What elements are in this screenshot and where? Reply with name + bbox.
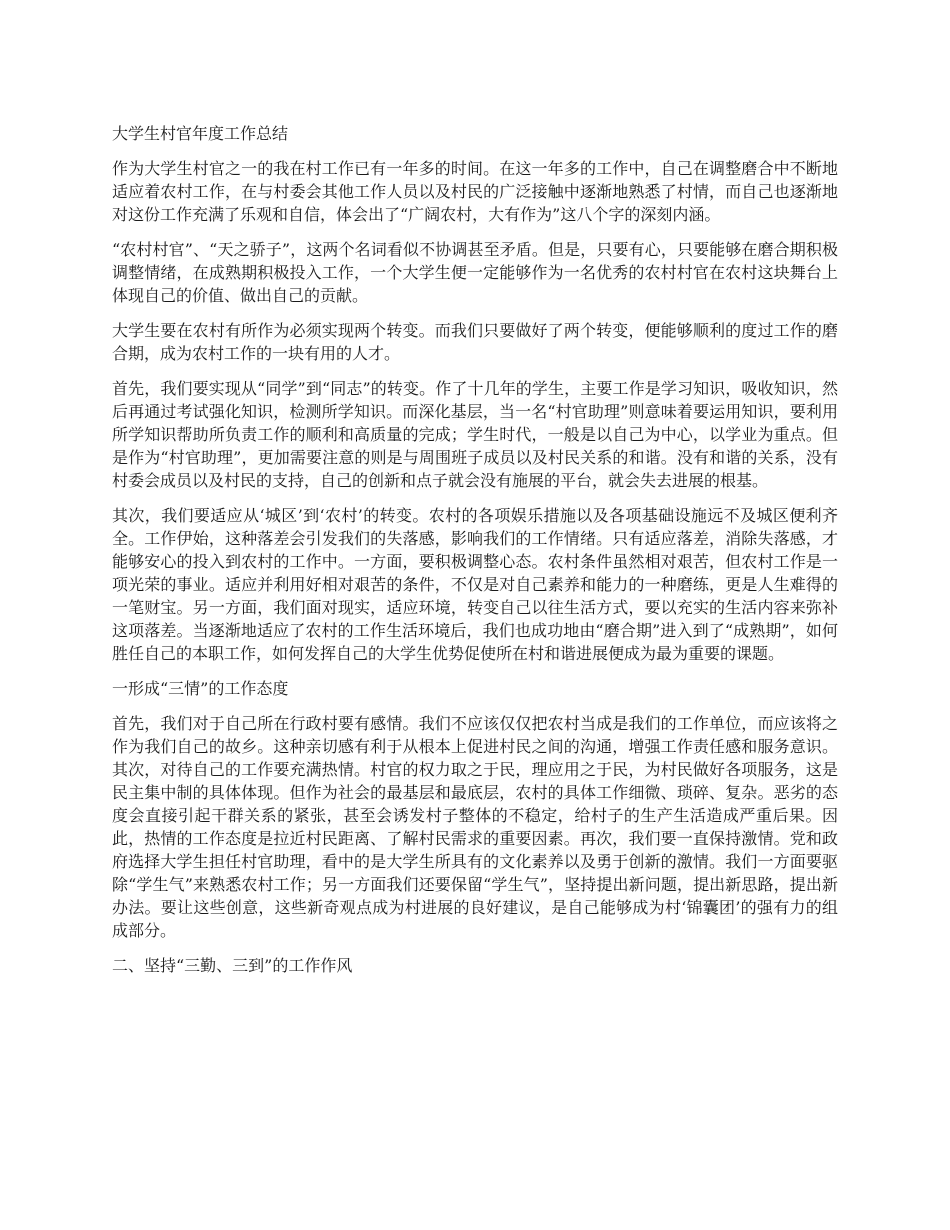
section-heading-two: 二、坚持“三勤、三到”的工作作风 (112, 956, 353, 975)
paragraph-intro: 作为大学生村官之一的我在村工作已有一年多的时间。在这一年多的工作中，自己在调整磨合中不断地适应着农村工作，在与村委会其他工作人员以及村民的广泛接触中逐渐地熟悉了村情，而自己也逐渐地对这份工作充满了乐观和自信，体会出了“广阔农村，大有作为”这八个字的深刻内涵。 (112, 159, 838, 224)
paragraph-work-attitude: 首先，我们对于自己所在行政村要有感情。我们不应该仅仅把农村当成是我们的工作单位，而应该将之作为我们自己的故乡。这种亲切感有利于从根本上促进村民之间的沟通，增强工作责任感和服务意识。其次，对待自己的工作要充满热情。村官的权力取之于民，理应用之于民，为村民做好各项服务，这是民主集中制的具体体现。但作为社会的最基层和最底层，农村的具体工作细微、琐碎、复杂。恶劣的态度会直接引起干群关系的紧张，甚至会诱发村子整体的不稳定，给村子的生产生活造成严重后果。因此，热情的工作态度是拉近村民距离、了解村民需求的重要因素。再次，我们要一直保持激情。党和政府选择大学生担任村官助理，看中的是大学生所具有的文化素养以及勇于创新的激情。我们一方面要驱除“学生气”来熟悉农村工作；另一方面我们还要保留“学生气”，坚持提出新问题，提出新思路，提出新办法。要让这些创意，这些新奇观点成为村进展的良好建议，是自己能够成为村‘锦囊团’的强有力的组成部分。 (112, 714, 838, 940)
document-title: 大学生村官年度工作总结 (112, 124, 289, 143)
document-page (112, 122, 838, 989)
section-heading-one: 一形成“三情”的工作态度 (112, 679, 289, 698)
paragraph-village-official: “农村村官”、“天之骄子”，这两个名词看似不协调甚至矛盾。但是，只要有心，只要能够在磨合期积极调整情绪，在成熟期积极投入工作，一个大学生便一定能够作为一名优秀的农村村官在农村这块舞台上体现自己的价值、做出自己的贡献。 (112, 240, 838, 305)
paragraph-second-change: 其次，我们要适应从‘城区’到‘农村’的转变。农村的各项娱乐措施以及各项基础设施远不及城区便利齐全。工作伊始，这种落差会引发我们的失落感，影响我们的工作情绪。只有适应落差，消除失落感，才能够安心的投入到农村的工作中。一方面，要积极调整心态。农村条件虽然相对艰苦，但农村工作是一项光荣的事业。适应并利用好相对艰苦的条件，不仅是对自己素养和能力的一种磨练，更是人生难得的一笔财宝。另一方面，我们面对现实，适应环境，转变自己以往生活方式，要以充实的生活内容来弥补这项落差。当逐渐地适应了农村的工作生活环境后，我们也成功地由“磨合期”进入到了“成熟期”，如何胜任自己的本职工作，如何发挥自己的大学生优势促使所在村和谐进展便成为最为重要的课题。 (112, 506, 838, 663)
paragraph-two-changes: 大学生要在农村有所作为必须实现两个转变。而我们只要做好了两个转变，便能够顺利的度过工作的磨合期，成为农村工作的一块有用的人才。 (112, 321, 838, 363)
paragraph-first-change: 首先，我们要实现从“同学”到“同志”的转变。作了十几年的学生，主要工作是学习知识，吸收知识，然后再通过考试强化知识，检测所学知识。而深化基层，当一名“村官助理”则意味着要运用知识，要利用所学知识帮助所负责工作的顺利和高质量的完成；学生时代，一般是以自己为中心，以学业为重点。但是作为“村官助理”，更加需要注意的则是与周围班子成员以及村民关系的和谐。没有和谐的关系，没有村委会成员以及村民的支持，自己的创新和点子就会没有施展的平台，就会失去进展的根基。 (112, 379, 838, 490)
